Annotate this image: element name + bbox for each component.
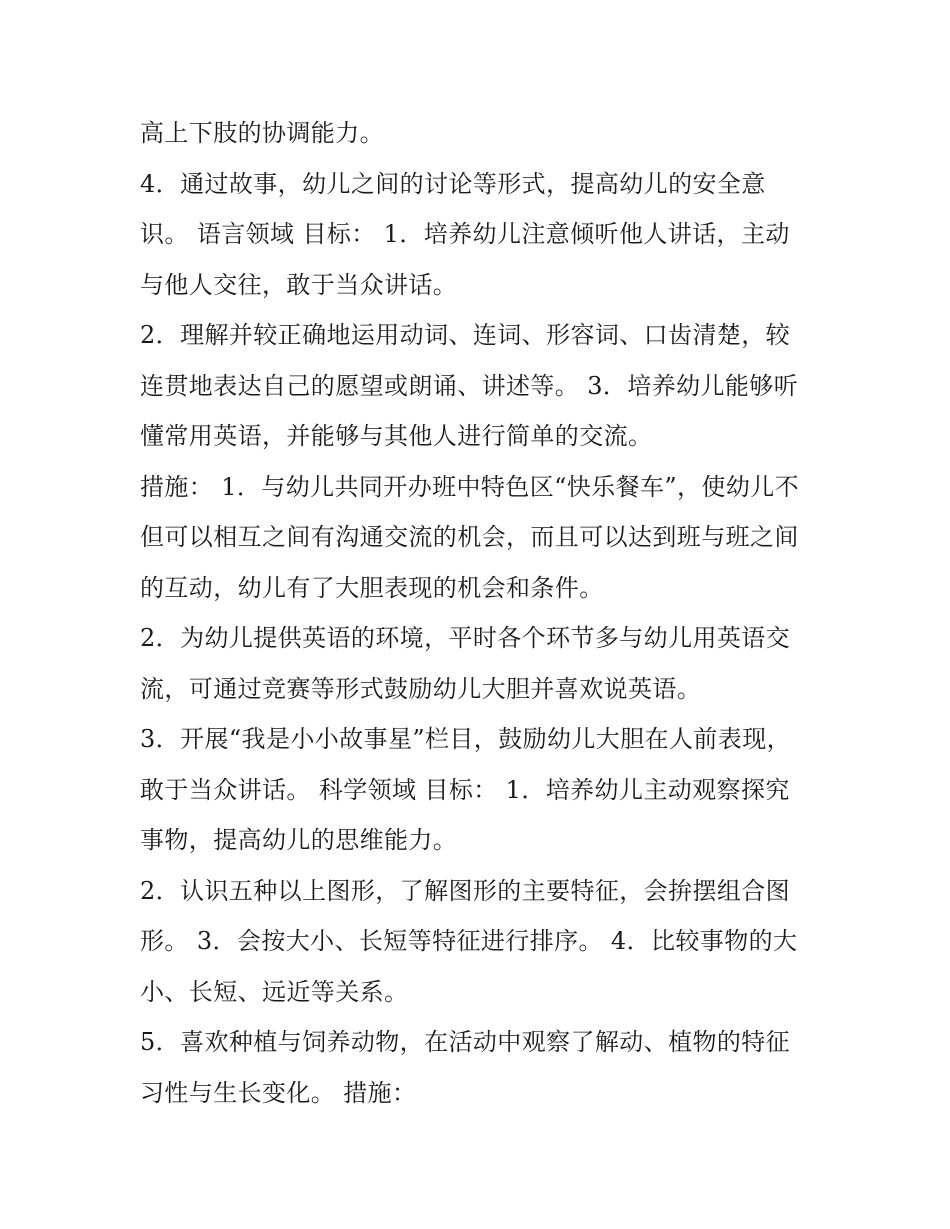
text-line: 2．认识五种以上图形，了解图形的主要特征，会拚摆组合图	[140, 876, 791, 905]
text-line: 事物，提高幼儿的思维能力。	[140, 826, 458, 854]
text-line: 敢于当众讲话。 科学领域 目标： 1．培养幼儿主动观察探究	[140, 775, 790, 804]
text-line: 连贯地表达自己的愿望或朗诵、讲述等。 3．培养幼儿能够听	[140, 371, 799, 400]
text-line: 2．理解并较正确地运用动词、连词、形容词、口齿清楚，较	[140, 321, 791, 349]
text-line: 小、长短、远近等关系。	[140, 977, 409, 1006]
text-line: 措施： 1．与幼儿共同开办班中特色区“快乐餐车”，使幼儿不	[140, 472, 800, 501]
text-line: 懂常用英语，并能够与其他人进行简单的交流。	[140, 422, 653, 450]
text-line: 的互动，幼儿有了大胆表现的机会和条件。	[140, 573, 604, 602]
text-line: 5．喜欢种植与饲养动物，在活动中观察了解动、植物的特征	[140, 1028, 791, 1056]
text-line: 高上下肢的协调能力。	[140, 119, 384, 147]
document-body	[140, 108, 820, 1118]
text-line: 3．开展“我是小小故事星”栏目，鼓励幼儿大胆在人前表现，	[140, 725, 792, 753]
text-line: 习性与生长变化。 措施：	[140, 1078, 417, 1107]
text-line: 流，可通过竞赛等形式鼓励幼儿大胆并喜欢说英语。	[140, 674, 702, 703]
text-line: 形。 3．会按大小、长短等特征进行排序。 4．比较事物的大	[140, 927, 798, 955]
text-line: 2．为幼儿提供英语的环境，平时各个环节多与幼儿用英语交	[140, 624, 791, 652]
text-line: 识。 语言领域 目标： 1．培养幼儿注意倾听他人讲话，主动	[140, 220, 790, 248]
text-line: 但可以相互之间有沟通交流的机会，而且可以达到班与班之间	[140, 523, 799, 551]
text-line: 4．通过故事，幼儿之间的讨论等形式，提高幼儿的安全意	[140, 169, 766, 198]
text-line: 与他人交往，敢于当众讲话。	[140, 270, 458, 299]
